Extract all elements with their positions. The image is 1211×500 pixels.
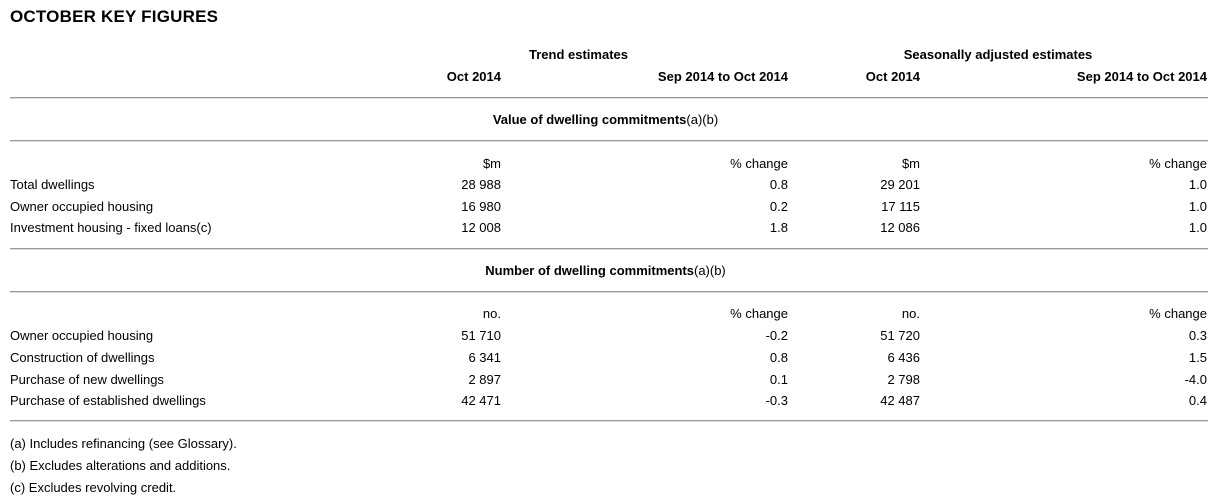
cell-value: 16 980 [461, 199, 501, 214]
section-header-number [300, 263, 911, 279]
unit-label: % change [730, 156, 788, 171]
row-label: Construction of dwellings [10, 350, 155, 365]
unit-label: % change [1149, 306, 1207, 321]
cell-value: 51 720 [880, 328, 920, 343]
cell-value: 0.8 [769, 350, 788, 365]
cell-value: 1.5 [1188, 350, 1207, 365]
group-header-seasonal: Seasonally adjusted estimates [903, 47, 1093, 62]
cell-value: 29 201 [880, 177, 920, 192]
section-header-value [300, 112, 911, 128]
row-label: Owner occupied housing [10, 328, 154, 343]
cell-value: 0.1 [769, 372, 788, 387]
cell-value: 12 008 [461, 220, 501, 235]
cell-value: -0.3 [765, 393, 788, 408]
divider [10, 420, 1208, 422]
cell-value: 0.4 [1188, 393, 1207, 408]
page-title: OCTOBER KEY FIGURES [10, 7, 219, 26]
row-label: Total dwellings [10, 177, 95, 192]
group-header-trend: Trend estimates [529, 47, 628, 62]
unit-label: $m [901, 156, 920, 171]
cell-value: 42 487 [880, 393, 920, 408]
divider [10, 140, 1208, 142]
unit-label: % change [1149, 156, 1207, 171]
cell-value: 0.8 [769, 177, 788, 192]
cell-value: 2 798 [887, 372, 920, 387]
footnote: (c) Excludes revolving credit. [10, 480, 177, 495]
section-title: Number of dwelling commitments [485, 263, 694, 278]
cell-value: 42 471 [461, 393, 501, 408]
unit-label: % change [730, 306, 788, 321]
unit-label: $m [482, 156, 501, 171]
cell-value: 17 115 [881, 199, 920, 214]
col-header-trend-change: Sep 2014 to Oct 2014 [657, 69, 788, 84]
footnote: (b) Excludes alterations and additions. [10, 458, 231, 473]
row-label: Owner occupied housing [10, 199, 154, 214]
cell-value: 1.0 [1188, 199, 1207, 214]
col-header-sa-change: Sep 2014 to Oct 2014 [1076, 69, 1207, 84]
unit-label: no. [482, 306, 501, 321]
cell-value: 1.0 [1188, 177, 1207, 192]
section-title: Value of dwelling commitments [492, 112, 687, 127]
divider [10, 291, 1208, 293]
row-label: Purchase of established dwellings [10, 393, 206, 408]
cell-value: 0.2 [769, 199, 788, 214]
cell-value: 2 897 [468, 372, 501, 387]
cell-value: 6 341 [468, 350, 501, 365]
col-header-sa-oct: Oct 2014 [865, 69, 920, 84]
cell-value: 51 710 [461, 328, 501, 343]
row-label: Purchase of new dwellings [10, 372, 164, 387]
footnote: (a) Includes refinancing (see Glossary). [10, 436, 237, 451]
unit-label: no. [901, 306, 920, 321]
cell-value: 6 436 [887, 350, 920, 365]
cell-value: 28 988 [461, 177, 501, 192]
cell-value: 12 086 [880, 220, 920, 235]
cell-value: -4.0 [1184, 372, 1207, 387]
cell-value: 0.3 [1188, 328, 1207, 343]
divider [10, 97, 1208, 99]
cell-value: -0.2 [765, 328, 788, 343]
section-notes: (a)(b) [693, 263, 726, 278]
cell-value: 1.8 [769, 220, 788, 235]
col-header-trend-oct: Oct 2014 [446, 69, 501, 84]
row-label: Investment housing - fixed loans(c) [10, 220, 212, 235]
divider [10, 248, 1208, 250]
section-notes: (a)(b) [686, 112, 719, 127]
cell-value: 1.0 [1188, 220, 1207, 235]
